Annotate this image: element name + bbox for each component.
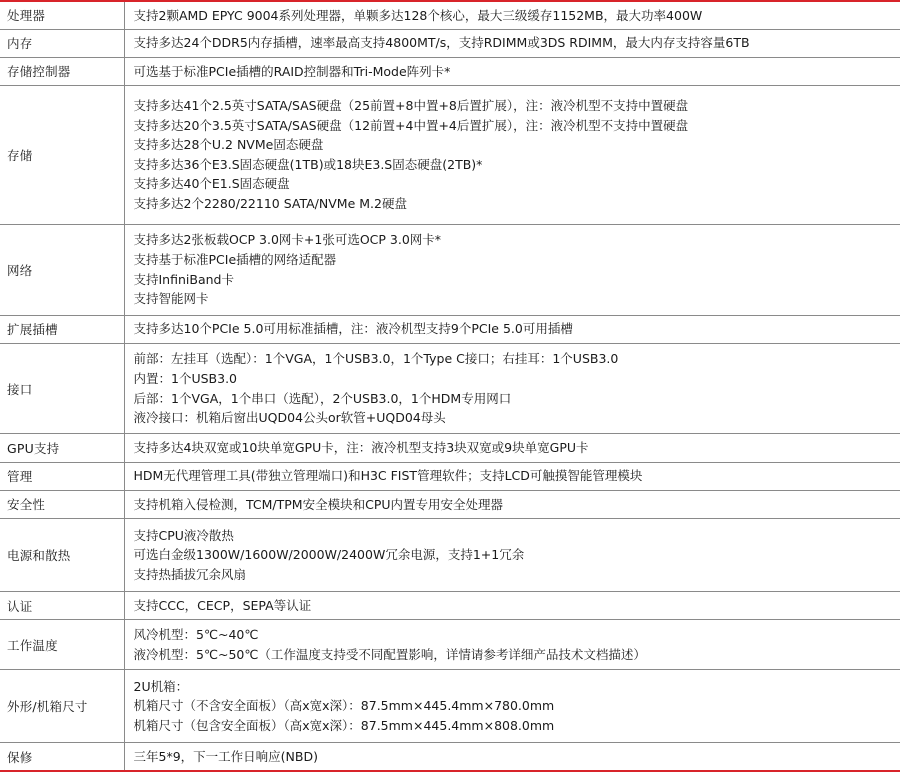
row-value — [124, 29, 900, 57]
row-label: 认证 — [0, 591, 124, 619]
row-value — [124, 743, 900, 771]
row-expansion-slots — [0, 315, 900, 343]
row-value — [124, 224, 900, 315]
value-line: 支持多达40个E1.S固态硬盘 — [133, 176, 290, 192]
value-line: 内置：1个USB3.0 — [133, 370, 237, 386]
value-line: 支持2颗AMD EPYC 9004系列处理器，单颗多达128个核心，最大三级缓存1152MB，最大功率400W — [133, 7, 703, 23]
row-label: 安全性 — [0, 490, 124, 518]
value-line: 支持CPU液冷散热 — [133, 527, 234, 543]
row-value — [124, 85, 900, 224]
row-value — [124, 670, 900, 743]
value-line: 前部：左挂耳（选配）：1个VGA，1个USB3.0，1个Type C接口；右挂耳：1个USB3.0 — [133, 351, 619, 367]
value-line: 支持多达36个E3.S固态硬盘(1TB)或18块E3.S固态硬盘(2TB)* — [133, 156, 483, 172]
value-line: 支持智能网卡 — [133, 291, 209, 307]
row-value — [124, 315, 900, 343]
value-line: 支持多达24个DDR5内存插槽，速率最高支持4800MT/s，支持RDIMM或3DS RDIMM，最大内存支持容量6TB — [133, 35, 750, 51]
row-power-cooling — [0, 518, 900, 591]
row-value — [124, 518, 900, 591]
row-security — [0, 490, 900, 518]
row-label: 管理 — [0, 462, 124, 490]
value-line: 支持多达10个PCIe 5.0可用标准插槽，注：液冷机型支持9个PCIe 5.0可用插槽 — [133, 321, 573, 337]
row-interfaces — [0, 343, 900, 434]
row-memory — [0, 29, 900, 57]
value-line: 2U机箱： — [133, 678, 189, 694]
row-label: 接口 — [0, 343, 124, 434]
row-value — [124, 591, 900, 619]
value-line: 三年5*9，下一工作日响应(NBD) — [133, 748, 318, 764]
value-line: 支持多达4块双宽或10块单宽GPU卡，注：液冷机型支持3块双宽或9块单宽GPU卡 — [133, 440, 589, 456]
value-line: HDM无代理管理工具(带独立管理端口)和H3C FIST管理软件；支持LCD可触摸智能管理模块 — [133, 468, 643, 484]
row-value — [124, 462, 900, 490]
row-label: 扩展插槽 — [0, 315, 124, 343]
row-gpu — [0, 434, 900, 462]
row-label: 保修 — [0, 743, 124, 771]
row-operating-temperature — [0, 620, 900, 670]
row-management — [0, 462, 900, 490]
row-value — [124, 434, 900, 462]
value-line: 支持机箱入侵检测，TCM/TPM安全模块和CPU内置专用安全处理器 — [133, 496, 504, 512]
value-line: 支持热插拔冗余风扇 — [133, 566, 247, 582]
row-label: 工作温度 — [0, 620, 124, 670]
row-label: 存储 — [0, 85, 124, 224]
value-line: 支持InfiniBand卡 — [133, 271, 234, 287]
row-label: GPU支持 — [0, 434, 124, 462]
row-value — [124, 1, 900, 29]
row-label: 内存 — [0, 29, 124, 57]
value-line: 可选白金级1300W/1600W/2000W/2400W冗余电源，支持1+1冗余 — [133, 547, 525, 563]
row-label: 电源和散热 — [0, 518, 124, 591]
value-line: 支持多达2张板载OCP 3.0网卡+1张可选OCP 3.0网卡* — [133, 232, 442, 248]
value-line: 支持多达41个2.5英寸SATA/SAS硬盘（25前置+8中置+8后置扩展），注：液冷机型不支持中置硬盘 — [133, 98, 689, 114]
row-network — [0, 224, 900, 315]
value-line: 支持CCC，CECP，SEPA等认证 — [133, 597, 312, 613]
row-storage — [0, 85, 900, 224]
row-value — [124, 343, 900, 434]
value-line: 支持基于标准PCIe插槽的网络适配器 — [133, 252, 337, 268]
value-line: 液冷接口：机箱后窗出UQD04公头or软管+UQD04母头 — [133, 410, 446, 426]
value-line: 支持多达28个U.2 NVMe固态硬盘 — [133, 137, 324, 153]
value-line: 机箱尺寸（不含安全面板）（高x宽x深）：87.5mm×445.4mm×780.0mm — [133, 698, 555, 714]
value-line: 风冷机型：5℃~40℃ — [133, 627, 259, 643]
value-line: 机箱尺寸（包含安全面板）（高x宽x深）：87.5mm×445.4mm×808.0mm — [133, 717, 555, 733]
row-label: 外形/机箱尺寸 — [0, 670, 124, 743]
row-label: 存储控制器 — [0, 57, 124, 85]
row-cpu — [0, 1, 900, 29]
row-label: 处理器 — [0, 1, 124, 29]
value-line: 支持多达2个2280/22110 SATA/NVMe M.2硬盘 — [133, 196, 407, 212]
row-form-factor — [0, 670, 900, 743]
value-line: 后部：1个VGA，1个串口（选配），2个USB3.0，1个HDM专用网口 — [133, 390, 512, 406]
row-label: 网络 — [0, 224, 124, 315]
value-line: 液冷机型：5℃~50℃（工作温度支持受不同配置影响，详情请参考详细产品技术文档描述） — [133, 646, 646, 662]
row-certification — [0, 591, 900, 619]
row-value — [124, 620, 900, 670]
row-value — [124, 490, 900, 518]
row-value — [124, 57, 900, 85]
value-line: 支持多达20个3.5英寸SATA/SAS硬盘（12前置+4中置+4后置扩展），注：液冷机型不支持中置硬盘 — [133, 117, 689, 133]
value-line: 可选基于标准PCIe插槽的RAID控制器和Tri-Mode阵列卡* — [133, 63, 451, 79]
row-warranty — [0, 743, 900, 771]
row-storage-controller — [0, 57, 900, 85]
